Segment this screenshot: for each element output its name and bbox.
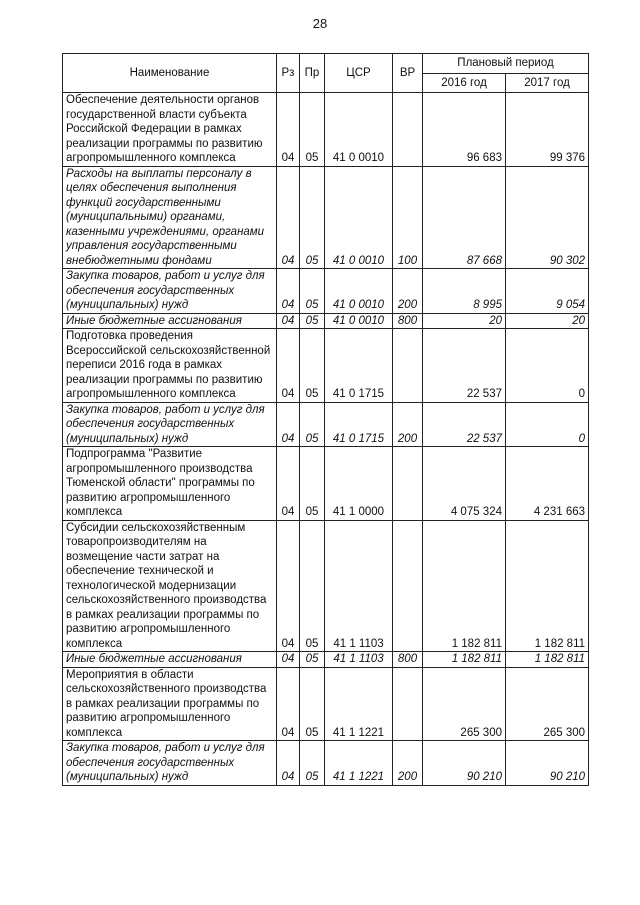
header-year-2017: 2017 год [506, 74, 589, 93]
table-row [63, 93, 589, 167]
table-row [63, 447, 589, 521]
row-rz: 04 [277, 329, 300, 403]
header-vr: ВР [393, 54, 423, 93]
table-row [63, 402, 589, 447]
row-pr: 05 [300, 667, 325, 741]
row-value-2017: 99 376 [506, 93, 589, 167]
row-value-2016: 96 683 [423, 93, 506, 167]
row-value-2017: 4 231 663 [506, 447, 589, 521]
row-value-2017: 265 300 [506, 667, 589, 741]
row-rz: 04 [277, 166, 300, 269]
row-name: Подпрограмма "Развитие агропромышленного производства Тюменской области" программы по развитию агропромышленного комплекса [63, 447, 277, 521]
row-pr: 05 [300, 741, 325, 786]
row-value-2016: 1 182 811 [423, 652, 506, 668]
row-pr: 05 [300, 269, 325, 314]
row-vr [393, 447, 423, 521]
header-year-2016: 2016 год [423, 74, 506, 93]
table-row [63, 652, 589, 668]
row-vr: 200 [393, 741, 423, 786]
row-csr: 41 1 1103 [325, 652, 393, 668]
row-value-2017: 1 182 811 [506, 520, 589, 652]
row-csr: 41 1 1221 [325, 667, 393, 741]
row-value-2017: 20 [506, 313, 589, 329]
row-name: Иные бюджетные ассигнования [63, 313, 277, 329]
row-value-2017: 1 182 811 [506, 652, 589, 668]
row-name: Закупка товаров, работ и услуг для обеспечения государственных (муниципальных) нужд [63, 402, 277, 447]
row-value-2016: 1 182 811 [423, 520, 506, 652]
table-row [63, 667, 589, 741]
table-row [63, 741, 589, 786]
row-vr: 200 [393, 402, 423, 447]
header-name: Наименование [63, 54, 277, 93]
row-vr [393, 667, 423, 741]
row-csr: 41 1 0000 [325, 447, 393, 521]
row-csr: 41 0 0010 [325, 313, 393, 329]
row-rz: 04 [277, 741, 300, 786]
table-row [63, 329, 589, 403]
header-planned-period: Плановый период [423, 54, 589, 74]
row-name: Расходы на выплаты персоналу в целях обеспечения выполнения функций государственными (муниципальными) органами, казенными учреждениями, органами управления государственными внебюджетными фондами [63, 166, 277, 269]
row-value-2017: 0 [506, 329, 589, 403]
row-value-2017: 90 302 [506, 166, 589, 269]
row-name: Субсидии сельскохозяйственным товаропроизводителям на возмещение части затрат на обеспечение технической и технологической модернизации сельскохозяйственного производства в рамках реализации программы по развитию агропромышленного комплекса [63, 520, 277, 652]
row-rz: 04 [277, 93, 300, 167]
row-value-2016: 265 300 [423, 667, 506, 741]
row-pr: 05 [300, 93, 325, 167]
row-csr: 41 0 0010 [325, 269, 393, 314]
row-name: Закупка товаров, работ и услуг для обеспечения государственных (муниципальных) нужд [63, 269, 277, 314]
table-row [63, 313, 589, 329]
row-vr: 100 [393, 166, 423, 269]
row-pr: 05 [300, 166, 325, 269]
row-value-2016: 20 [423, 313, 506, 329]
row-vr: 800 [393, 652, 423, 668]
row-pr: 05 [300, 520, 325, 652]
row-rz: 04 [277, 652, 300, 668]
row-rz: 04 [277, 402, 300, 447]
row-value-2016: 87 668 [423, 166, 506, 269]
row-rz: 04 [277, 520, 300, 652]
budget-table [62, 53, 589, 786]
row-name: Закупка товаров, работ и услуг для обеспечения государственных (муниципальных) нужд [63, 741, 277, 786]
row-vr [393, 93, 423, 167]
row-pr: 05 [300, 402, 325, 447]
row-value-2016: 4 075 324 [423, 447, 506, 521]
row-pr: 05 [300, 652, 325, 668]
row-value-2017: 0 [506, 402, 589, 447]
row-name: Мероприятия в области сельскохозяйственного производства в рамках реализации программы по развитию агропромышленного комплекса [63, 667, 277, 741]
row-value-2016: 90 210 [423, 741, 506, 786]
row-rz: 04 [277, 313, 300, 329]
row-csr: 41 0 1715 [325, 402, 393, 447]
row-csr: 41 0 0010 [325, 93, 393, 167]
table-row [63, 269, 589, 314]
row-pr: 05 [300, 329, 325, 403]
row-csr: 41 0 1715 [325, 329, 393, 403]
row-pr: 05 [300, 313, 325, 329]
table-row [63, 166, 589, 269]
row-value-2017: 9 054 [506, 269, 589, 314]
row-value-2016: 22 537 [423, 402, 506, 447]
header-csr: ЦСР [325, 54, 393, 93]
row-csr: 41 1 1103 [325, 520, 393, 652]
row-value-2016: 8 995 [423, 269, 506, 314]
row-csr: 41 0 0010 [325, 166, 393, 269]
header-rz: Рз [277, 54, 300, 93]
row-vr: 200 [393, 269, 423, 314]
row-vr: 800 [393, 313, 423, 329]
table-row [63, 520, 589, 652]
row-pr: 05 [300, 447, 325, 521]
page-number: 28 [312, 16, 328, 31]
row-rz: 04 [277, 447, 300, 521]
row-name: Подготовка проведения Всероссийской сельскохозяйственной переписи 2016 года в рамках реализации программы по развитию агропромышленного комплекса [63, 329, 277, 403]
row-name: Иные бюджетные ассигнования [63, 652, 277, 668]
row-rz: 04 [277, 667, 300, 741]
row-value-2017: 90 210 [506, 741, 589, 786]
row-vr [393, 520, 423, 652]
row-vr [393, 329, 423, 403]
row-value-2016: 22 537 [423, 329, 506, 403]
row-rz: 04 [277, 269, 300, 314]
row-name: Обеспечение деятельности органов государственной власти субъекта Российской Федерации в рамках реализации программы по развитию агропромышленного комплекса [63, 93, 277, 167]
header-pr: Пр [300, 54, 325, 93]
row-csr: 41 1 1221 [325, 741, 393, 786]
